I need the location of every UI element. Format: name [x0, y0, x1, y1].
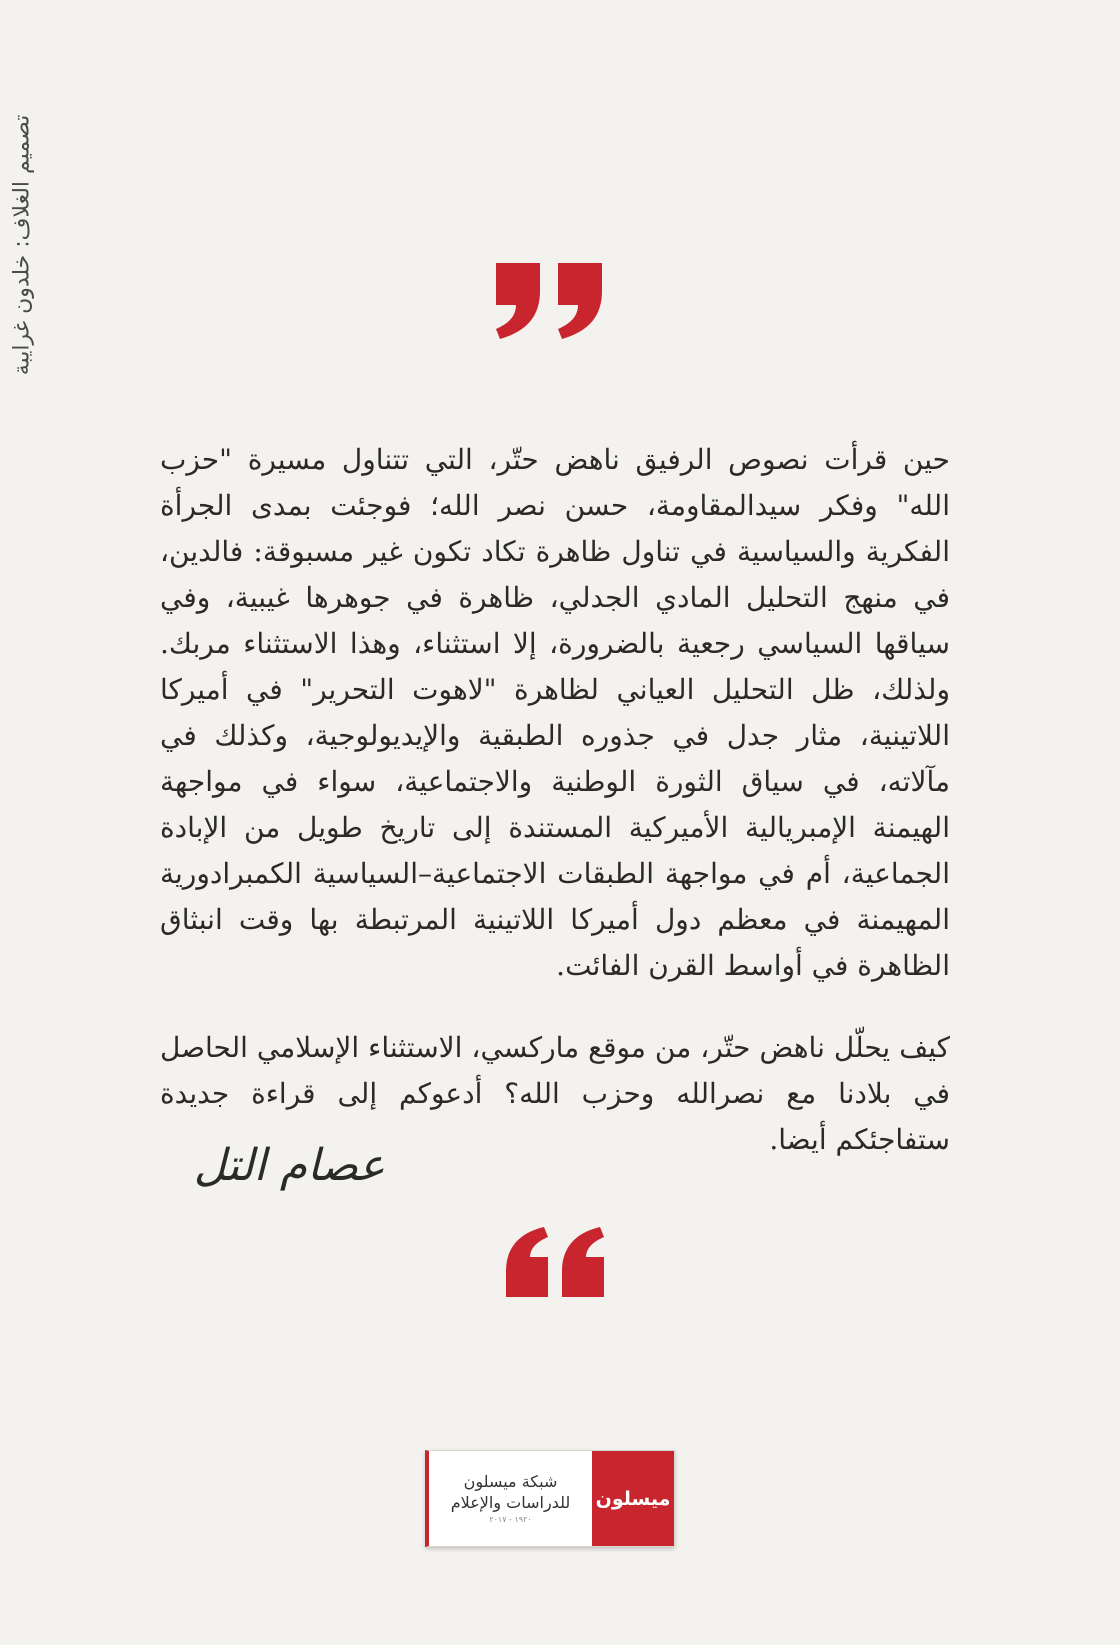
quote-glyph-left: [496, 263, 540, 339]
cover-design-credit: تصميم الغلاف: خلدون غرايبة: [9, 114, 35, 376]
publisher-logo: [425, 1450, 675, 1547]
opening-quote-icon: [500, 1225, 610, 1300]
publisher-logo-mark: ميسلون: [592, 1451, 674, 1546]
author-signature: عصام التل: [193, 1140, 385, 1191]
quote-glyph-right: [558, 263, 602, 339]
publisher-name-line1: شبكة ميسلون: [463, 1471, 558, 1491]
publisher-name: [429, 1451, 592, 1546]
closing-quote-icon: [490, 255, 610, 340]
publisher-name-line2: للدراسات والإعلام: [450, 1492, 571, 1512]
quote-glyph-left: [506, 1227, 548, 1297]
quote-body: [160, 437, 950, 1163]
quote-glyph-right: [562, 1227, 604, 1297]
quote-paragraph-1: حين قرأت نصوص الرفيق ناهض حتّر، التي تتناول مسيرة "حزب الله" وفكر سيدالمقاومة، حسن نصر الله؛ فوجئت بمدى الجرأة الفكرية والسياسية في تناول ظاهرة تكاد تكون غير مسبوقة: فالدين، في منهج التحليل المادي الجدلي، ظاهرة في جوهرها غيبية، وفي سياقها السياسي رجعية بالضرورة، إلا استثناء، وهذا الاستثناء مربك. ولذلك، ظل التحليل العياني لظاهرة "لاهوت التحرير" في أميركا اللاتينية، مثار جدل في جذوره الطبقية والإيديولوجية، وكذلك في مآلاته، في سياق الثورة الوطنية والاجتماعية، سواء في مواجهة الهيمنة الإمبريالية الأميركية المستندة إلى تاريخ طويل من الإبادة الجماعية، أم في مواجهة الطبقات الاجتماعية–السياسية الكمبرادورية المهيمنة في معظم دول أميركا اللاتينية المرتبطة بها وقت انبثاق الظاهرة في أواسط القرن الفائت.: [160, 443, 950, 982]
quote-paragraph-2: كيف يحلّل ناهض حتّر، من موقع ماركسي، الاستثناء الإسلامي الحاصل في بلادنا مع نصرالله وحزب الله؟ أدعوكم إلى قراءة جديدة ستفاجئكم أيضا.: [160, 1031, 950, 1156]
publisher-years: ١٩٢٠ - ٢٠١٧: [489, 1514, 532, 1524]
